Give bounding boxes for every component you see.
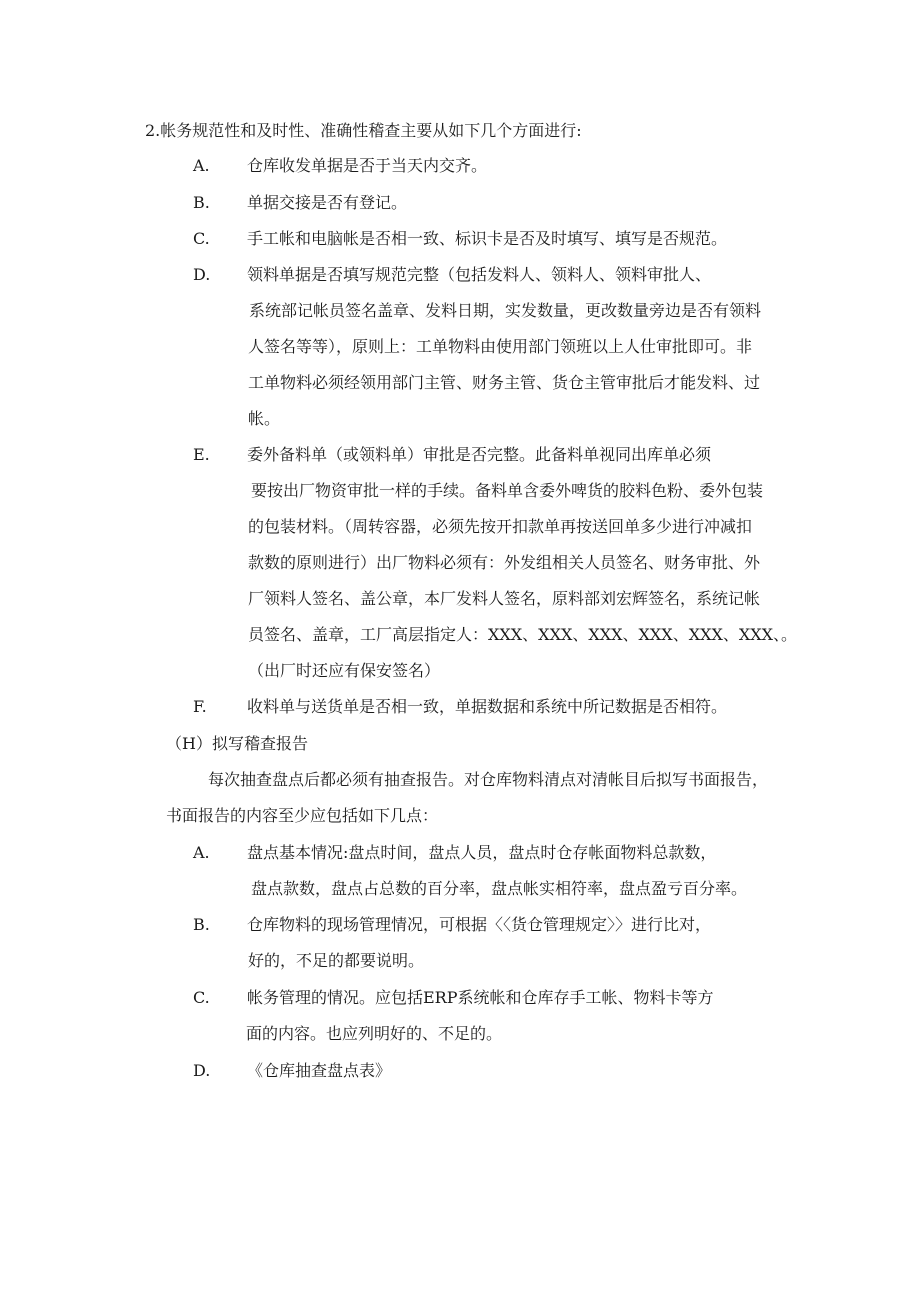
report-item-label-c: C. [193, 988, 210, 1007]
section-h-intro-line-1: 每次抽查盘点后都必须有抽查报告。对仓库物料清点对清帐目后拟写书面报告， [208, 770, 769, 789]
section-2-heading: 2.帐务规范性和及时性、准确性稽查主要从如下几个方面进行: [145, 121, 582, 140]
item-label-b: B. [193, 193, 210, 212]
item-e-line-6: 员签名、盖章，工厂高层指定人：XXX、XXX、XXX、XXX、XXX、XXX、。 [248, 625, 798, 644]
item-d-line-4: 工单物料必须经领用部门主管、财务主管、货仓主管审批后才能发料、过 [248, 373, 761, 392]
report-item-b-line-1: 仓库物料的现场管理情况，可根据〈〈货仓管理规定〉〉进行比对， [247, 915, 712, 934]
report-item-a-line-2: 盘点款数，盘点占总数的百分率，盘点帐实相符率，盘点盈亏百分率。 [251, 879, 748, 898]
item-e-line-3: 的包装材料。（周转容器，必须先按开扣款单再按送回单多少进行冲减扣 [248, 517, 753, 536]
item-e-line-7: （出厂时还应有保安签名） [248, 661, 441, 680]
report-item-c-line-1: 帐务管理的情况。应包括ERP系统帐和仓库存手工帐、物料卡等方 [247, 988, 714, 1007]
item-e-line-5: 厂领料人签名、盖公章，本厂发料人签名，原料部刘宏辉签名，系统记帐 [248, 589, 761, 608]
report-item-a-line-1: 盘点基本情况:盘点时间，盘点人员，盘点时仓存帐面物料总款数， [247, 843, 717, 862]
section-h-heading: （H）拟写稽查报告 [166, 734, 308, 753]
item-b-line-1: 单据交接是否有登记。 [247, 193, 408, 212]
item-f-line-1: 收料单与送货单是否相一致，单据数据和系统中所记数据是否相符。 [247, 697, 728, 716]
item-label-f: F. [193, 697, 207, 716]
report-item-label-d: D. [193, 1061, 211, 1080]
section-h-intro-line-2: 书面报告的内容至少应包括如下几点： [166, 806, 439, 825]
item-d-line-3: 人签名等等），原则上：工单物料由使用部门领班以上人仕审批即可。非 [248, 337, 753, 356]
item-label-d: D. [193, 265, 211, 284]
report-item-b-line-2: 好的，不足的都要说明。 [248, 951, 425, 970]
report-item-d-line-1: 《仓库抽查盘点表》 [247, 1061, 392, 1080]
item-e-line-4: 款数的原则进行）出厂物料必须有：外发组相关人员签名、财务审批、外 [248, 553, 761, 572]
item-label-e: E. [193, 445, 210, 464]
item-label-c: C. [193, 229, 210, 248]
item-c-line-1: 手工帐和电脑帐是否相一致、标识卡是否及时填写、填写是否规范。 [247, 229, 728, 248]
item-label-a: A. [193, 156, 210, 175]
item-d-line-2: 系统部记帐员签名盖章、发料日期，实发数量，更改数量旁边是否有领料 [249, 301, 762, 320]
report-item-label-a: A. [193, 843, 210, 862]
report-item-label-b: B. [193, 915, 210, 934]
item-e-line-2: 要按出厂物资审批一样的手续。备料单含委外啤货的胶料色粉、委外包装 [251, 481, 764, 500]
item-a-line-1: 仓库收发单据是否于当天内交齐。 [247, 156, 488, 175]
item-d-line-5: 帐。 [248, 409, 281, 428]
report-item-c-line-2: 面的内容。也应列明好的、不足的。 [246, 1024, 503, 1043]
item-d-line-1: 领料单据是否填写规范完整（包括发料人、领料人、领料审批人、 [247, 265, 712, 284]
item-e-line-1: 委外备料单（或领料单）审批是否完整。此备料单视同出库单必须 [247, 445, 712, 464]
